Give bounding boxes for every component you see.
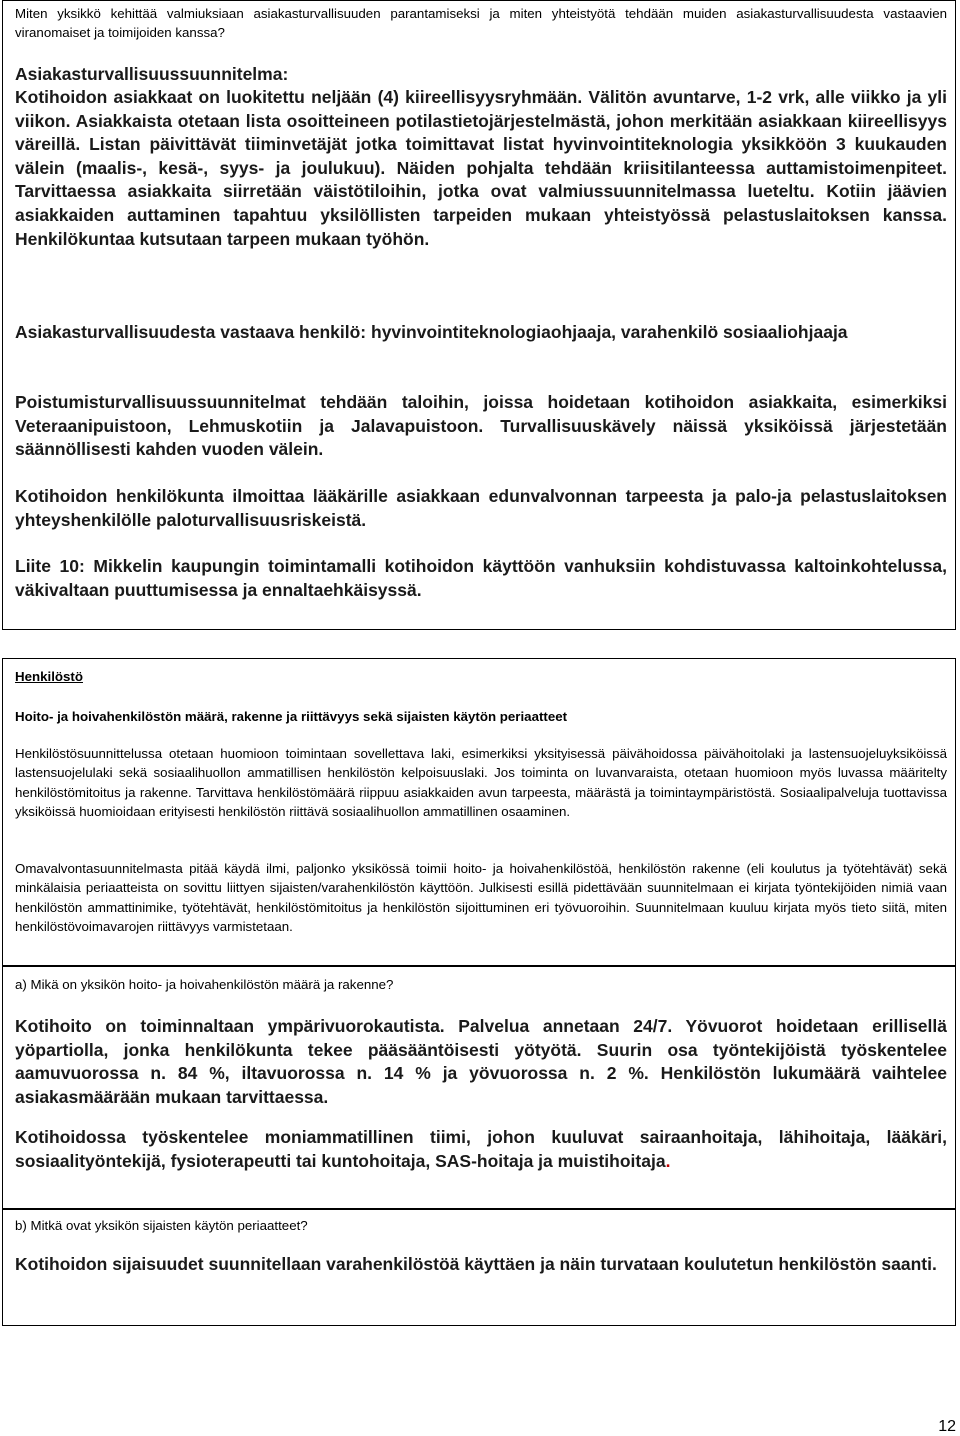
staff-structure-answer-1: Kotihoito on toiminnaltaan ympärivuorokautista. Palvelua annetaan 24/7. Yövuorot hoidetaan erillisellä yöpartiolla, jonka henkilökunta tekee pääsääntöisesti yötyötä. Suurin osa työntekijöistä työskentelee aamuvuorossa n. 84 %, iltavuorossa n. 14 % ja yövuorossa n. 2 %. Henkilöstön lukumäärä vaihtelee asiakasmäärään mukaan tarvittaessa. [15,1016,947,1107]
safety-question: Miten yksikkö kehittää valmiuksiaan asiakasturvallisuuden parantamiseksi ja miten yhteistyötä tehdään muiden asiakasturvallisuudesta vastaavien viranomaiset ja toimijoiden kanssa? [15,6,947,41]
staff-structure-answer-2 [15,1126,947,1173]
substitutes-box [2,1209,956,1326]
responsible-person: Asiakasturvallisuudesta vastaava henkilö: hyvinvointiteknologiaohjaaja, varahenkilö sosiaaliohjaaja [15,322,848,342]
answer-2-period: . [665,1150,671,1171]
appendix-reference: Liite 10: Mikkelin kaupungin toimintamalli kotihoidon käyttöön vanhuksiin kohdistuvassa kaltoinkohtelussa, väkivaltaan puuttumisessa ja ennaltaehkäisyssä. [15,556,947,600]
staff-paragraph-2: Omavalvontasuunnitelmasta pitää käydä ilmi, paljonko yksikössä toimii hoito- ja hoivahenkilöstöä, henkilöstön rakenne (eli koulutus ja työtehtävät) sekä minkälaisia periaatteista on sovittu liittyen sijaisten/varahenkilöstön käyttöön. Julkisesti esillä pidettävään suunnitelmaan ei kirjata työntekijöiden nimiä vaan henkilöstön ammattinimike, työtehtävät, henkilöstömitoitus ja henkilöstön sijoittuminen eri työvuoroihin. Suunnitelmaan kuuluu kirjata myös tieto siitä, miten henkilöstövoimavarojen riittävyys varmistetaan. [15,861,947,934]
page-number: 12 [938,1418,956,1435]
staff-subheading: Hoito- ja hoivahenkilöstön määrä, rakenne ja riittävyys sekä sijaisten käytön periaatteet [15,709,568,724]
plan-text: Kotihoidon asiakkaat on luokitettu neljään (4) kiireellisyysryhmään. Välitön avuntarve, 1-2 vrk, alle viikko ja yli viikon. Asiakkaista otetaan lista osoitteineen potilastietojärjestelmästä, johon merkitään asiakkaan kiireellisyys väreillä. Listan päivittävät tiiminvetäjät jotka toimittavat listat hyvinvointiteknologia yksikköön 3 kuukauden välein (maalis-, kesä-, syys- ja joulukuu). Näiden pohjalta tehdään kriisitilanteessa auttamistoimenpiteet. Tarvittaessa asiakkaita siirretään väistötiloihin, jotka ovat valmiussuunnitelmassa lueteltu. Kotiin jäävien asiakkaiden auttaminen tapahtuu yksilöllisten tarpeiden mukaan yhteistyössä pelastuslaitoksen kanssa. Henkilökuntaa kutsutaan tarpeen mukaan työhön. [15,87,947,249]
staff-reporting: Kotihoidon henkilökunta ilmoittaa lääkärille asiakkaan edunvalvonnan tarpeesta ja palo-ja pelastuslaitoksen yhteyshenkilölle paloturvallisuusriskeistä. [15,486,947,530]
safety-section-box [2,0,956,630]
section-title: Henkilöstö [15,669,83,684]
staff-structure-question: a) Mikä on yksikön hoito- ja hoivahenkilöstön määrä ja rakenne? [15,977,394,992]
substitutes-answer: Kotihoidon sijaisuudet suunnitellaan varahenkilöstöä käyttäen ja näin turvataan koulutetun henkilöstön saanti. [15,1254,937,1274]
staff-structure-box [2,966,956,1209]
staff-section-box [2,658,956,966]
staff-paragraph-1: Henkilöstösuunnittelussa otetaan huomioon toimintaan sovellettava laki, esimerkiksi yksityisessä päivähoidossa päivähoitolaki ja lastensuojeluyksiköissä lastensuojelulaki sekä sosiaalihuollon ammatillisen henkilöstön kelpoisuuslaki. Jos toiminta on luvanvaraista, otetaan huomioon myös luvassa määritelty henkilöstömitoitus ja rakenne. Tarvittava henkilöstömäärä riippuu asiakkaiden avun tarpeesta, määrästä ja toimintaympäristöstä. Sosiaalipalveluja tuottavissa yksiköissä huomioidaan erityisesti henkilöstön riittävä sosiaalihuollon ammatillinen osaaminen. [15,746,947,819]
substitutes-question: b) Mitkä ovat yksikön sijaisten käytön periaatteet? [15,1218,308,1233]
answer-2-text: Kotihoidossa työskentelee moniammatillinen tiimi, johon kuuluvat sairaanhoitaja, lähihoitaja, lääkäri, sosiaalityöntekijä, fysioterapeutti tai kuntohoitaja, SAS-hoitaja ja muistihoitaja [15,1127,947,1171]
evacuation-plans: Poistumisturvallisuussuunnitelmat tehdään taloihin, joissa hoidetaan kotihoidon asiakkaita, esimerkiksi Veteraanipuistoon, Lehmuskotiin ja Jalavapuistoon. Turvallisuuskävely näissä yksiköissä järjestetään säännöllisesti kahden vuoden välein. [15,392,947,460]
plan-heading: Asiakasturvallisuussuunnitelma: [15,64,289,84]
